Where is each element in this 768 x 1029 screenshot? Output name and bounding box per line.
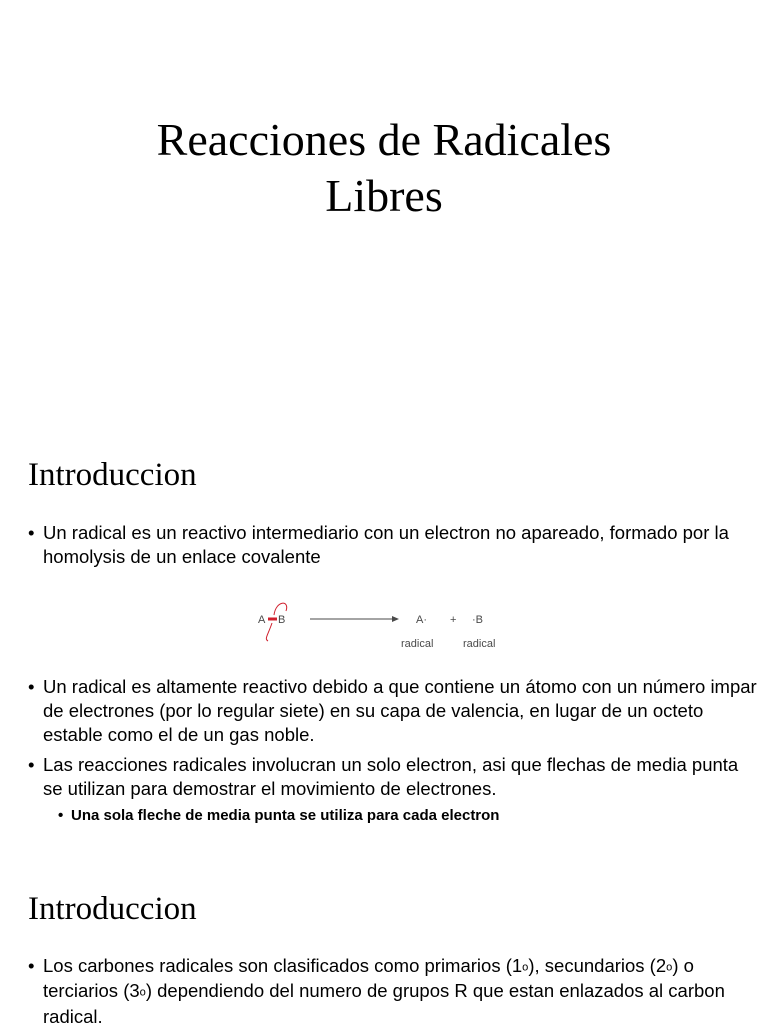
atom-b-label: B <box>278 614 286 626</box>
homolysis-diagram <box>250 595 520 655</box>
degree-mark-2: o <box>666 961 673 974</box>
reaction-arrowhead-icon <box>392 616 399 622</box>
product-b-radical: ·B <box>472 614 483 626</box>
bullet-radical-definition: • Un radical es un reactivo intermediario con un electron no apareado, formado por la homolysis de un enlace covalente <box>28 521 758 569</box>
slide-title <box>0 112 768 224</box>
bullet-list-intro-3 <box>28 954 758 1029</box>
half-arrow-lower-icon <box>266 623 272 641</box>
radical-label-1: radical <box>401 638 434 650</box>
slide-title-line-2: Libres <box>325 170 443 221</box>
atom-a-label: A <box>258 614 266 626</box>
slide-title-line-1: Reacciones de Radicales <box>156 114 612 165</box>
homolysis-svg <box>250 595 520 655</box>
degree-mark-3: o <box>139 986 146 999</box>
title-slide <box>0 0 768 430</box>
radical-label-2: radical <box>463 638 496 650</box>
classification-text-4: ) dependiendo del numero de grupos R que estan enlazados al carbon radical. <box>43 980 725 1027</box>
bullet-list-intro-1 <box>28 521 758 569</box>
section-title-introduccion: Introduccion <box>28 457 197 493</box>
bullet-carbon-classification <box>28 954 758 1029</box>
bullet-half-arrows: • Las reacciones radicales involucran un solo electron, asi que flechas de media punta se utilizan para demostrar el movimiento de electrones. <box>28 753 758 801</box>
section-title-introduccion-2: Introduccion <box>28 891 197 927</box>
bullet-list-intro-2 <box>28 675 758 826</box>
degree-mark-1: o <box>522 961 529 974</box>
classification-text-3: ) o terciarios (3 <box>43 955 694 1002</box>
classification-text-2: ), secundarios (2 <box>528 955 667 976</box>
bullet-radical-reactivity: • Un radical es altamente reactivo debido a que contiene un átomo con un número impar de electrones (por lo regular siete) en su capa de valencia, en lugar de un octeto estable como el de un gas noble. <box>28 675 758 747</box>
product-a-radical: A· <box>416 614 427 626</box>
sub-bullet-single-arrow: • Una sola fleche de media punta se utiliza para cada electron <box>58 806 758 826</box>
classification-text-1: Los carbones radicales son clasificados como primarios (1 <box>43 955 523 976</box>
plus-sign: + <box>450 614 457 626</box>
